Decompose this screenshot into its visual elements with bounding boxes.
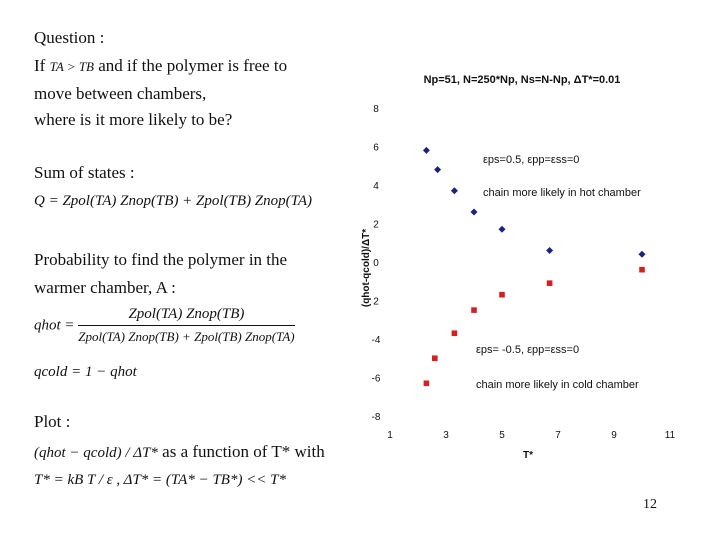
sum-heading: Sum of states : bbox=[34, 163, 135, 182]
series-2-point bbox=[432, 355, 438, 361]
probability-line-2: warmer chamber, A : bbox=[34, 278, 176, 297]
series-2-point bbox=[424, 380, 430, 386]
x-tick-label: 7 bbox=[555, 430, 561, 441]
legend-series-1: εps=0.5, εpp=εss=0 bbox=[483, 154, 580, 166]
question-if: If bbox=[34, 56, 46, 75]
question-heading: Question : bbox=[34, 28, 105, 47]
y-tick-label: 0 bbox=[373, 258, 379, 269]
plot-heading: Plot : bbox=[34, 412, 71, 431]
plot-line-2: T* = kB T / ε , ΔT* = (TA* − TB*) << T* bbox=[34, 472, 287, 488]
x-tick-labels bbox=[387, 430, 675, 441]
temperature-condition: TA > TB bbox=[49, 59, 94, 74]
sum-of-states-formula: Q = Zpol(TA) Znop(TB) + Zpol(TB) Znop(TA) bbox=[34, 193, 313, 209]
y-tick-label: 4 bbox=[373, 181, 379, 192]
y-tick-label: 2 bbox=[373, 296, 379, 308]
series-2-point bbox=[639, 267, 645, 273]
question-line-3: where is it more likely to be? bbox=[34, 110, 233, 129]
question-line-2: move between chambers, bbox=[34, 84, 207, 103]
qcold-formula: qcold = 1 − qhot bbox=[34, 364, 137, 380]
legend-series-2: εps= -0.5, εpp=εss=0 bbox=[476, 344, 580, 356]
plot-line-1-rest: as a function of T* with bbox=[162, 442, 325, 461]
series-1-point bbox=[423, 147, 430, 154]
annotation-cold: chain more likely in cold chamber bbox=[476, 379, 639, 391]
y-tick-label: -6 bbox=[371, 373, 381, 385]
qhot-denominator: Zpol(TA) Znop(TB) + Zpol(TB) Znop(TA) bbox=[78, 329, 295, 344]
plot-expression: (qhot − qcold) / ΔT* bbox=[34, 445, 158, 461]
series-1-point bbox=[639, 251, 646, 258]
x-tick-label: 11 bbox=[664, 430, 676, 441]
y-tick-labels bbox=[372, 104, 381, 423]
x-tick-label: 1 bbox=[387, 430, 393, 441]
chart-title: Np=51, N=250*Np, Ns=N-Np, ΔT*=0.01 bbox=[423, 74, 621, 86]
x-axis-label: T* bbox=[523, 450, 533, 461]
series-2-point bbox=[471, 307, 477, 313]
series-1-point bbox=[434, 166, 441, 173]
question-rest: and if the polymer is free to bbox=[98, 56, 288, 75]
y-axis-label: (qhot-qcold)/ΔT* bbox=[361, 228, 372, 308]
page-number: 12 bbox=[643, 497, 657, 512]
y-tick-label: 8 bbox=[373, 104, 379, 115]
x-tick-label: 9 bbox=[611, 430, 617, 441]
series-1-point bbox=[451, 187, 458, 194]
annotation-hot: chain more likely in hot chamber bbox=[483, 187, 641, 199]
series-2-point bbox=[499, 292, 505, 298]
series-1-point bbox=[499, 226, 506, 233]
series-2-point bbox=[452, 330, 458, 336]
y-tick-label: 6 bbox=[373, 142, 379, 154]
x-tick-label: 3 bbox=[443, 430, 449, 441]
probability-line-1: Probability to find the polymer in the bbox=[34, 250, 288, 269]
x-tick-label: 5 bbox=[499, 430, 505, 441]
qhot-numerator: Zpol(TA) Znop(TB) bbox=[78, 304, 294, 326]
y-tick-label: -8 bbox=[371, 412, 381, 423]
qhot-label: qhot = bbox=[34, 317, 75, 334]
y-tick-label: 2 bbox=[373, 219, 379, 231]
series-1-point bbox=[546, 247, 553, 254]
series-1-point bbox=[471, 208, 478, 215]
series-2-point bbox=[547, 280, 553, 286]
y-tick-label: -4 bbox=[371, 335, 381, 346]
